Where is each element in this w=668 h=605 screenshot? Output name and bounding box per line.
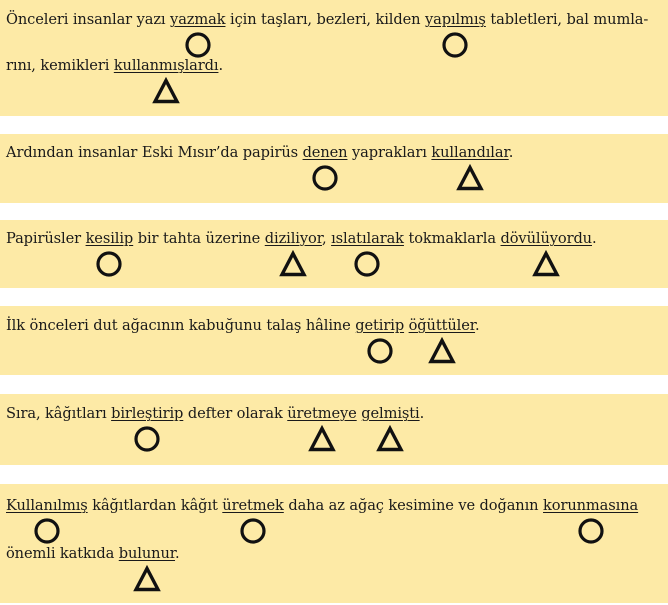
circle-icon [133,425,161,453]
triangle-icon [376,425,404,453]
underlined-word: birleştirip [111,405,184,422]
sentence-text: tabletleri, bal mumla- [485,11,649,28]
sentence-line [6,56,223,76]
sentence-line [6,316,480,336]
underlined-word: kesilip [85,230,134,247]
sentence-box-6 [0,484,668,603]
underlined-word: diziliyor [264,230,322,247]
sentence-box-3 [0,220,668,288]
circle-icon [33,517,61,545]
underlined-word: yapılmış [425,11,486,28]
underlined-word: yazmak [170,11,226,28]
sentence-box-1 [0,0,668,116]
sentence-text: rını, kemikleri [6,57,114,74]
underlined-word: gelmişti [361,405,420,422]
underlined-word: getirip [355,317,405,334]
sentence-text: . [475,317,480,334]
circle-icon [95,250,123,278]
sentence-box-5 [0,394,668,465]
circle-icon [353,250,381,278]
sentence-text: Sıra, kâğıtları [6,405,112,422]
triangle-icon [428,337,456,365]
sentence-text: Ardından insanlar Eski Mısır’da papirüs [6,144,303,161]
sentence-text: İlk önceleri dut ağacının kabuğunu talaş hâline [6,317,356,334]
underlined-word: üretmeye [287,405,357,422]
underlined-word: korunmasına [543,497,639,514]
sentence-text: Önceleri insanlar yazı [6,11,171,28]
sentence-line [6,143,513,163]
triangle-icon [456,164,484,192]
sentence-text: . [218,57,223,74]
circle-icon [366,337,394,365]
sentence-text: tokmaklarla [403,230,501,247]
triangle-icon [308,425,336,453]
sentence-text: Papirüsler [6,230,86,247]
sentence-text: defter olarak [183,405,288,422]
triangle-icon [152,77,180,105]
circle-icon [577,517,605,545]
circle-icon [239,517,267,545]
circle-icon [441,31,469,59]
triangle-icon [279,250,307,278]
sentence-text: kâğıtlardan kâğıt [87,497,223,514]
sentence-box-2 [0,134,668,203]
sentence-text: . [419,405,425,422]
sentence-line [6,544,180,564]
underlined-word: bulunur [118,545,176,562]
sentence-text: önemli katkıda [6,545,119,562]
sentence-text: . [592,230,597,247]
triangle-icon [133,565,161,593]
underlined-word: dövülüyordu [500,230,592,247]
circle-icon [311,164,339,192]
sentence-text: . [508,144,514,161]
sentence-line [6,10,648,30]
underlined-word: kullandılar [431,144,509,161]
sentence-text: bir tahta üzerine [133,230,265,247]
underlined-word: öğüttüler [408,317,476,334]
circle-icon [184,31,212,59]
sentence-text: , [321,230,332,247]
sentence-line [6,404,424,424]
sentence-text: daha az ağaç kesimine ve doğanın [283,497,544,514]
sentence-line [6,496,638,516]
underlined-word: denen [302,144,348,161]
sentence-line [6,229,597,249]
underlined-word: üretmek [222,497,284,514]
sentence-box-4 [0,306,668,375]
underlined-word: ıslatılarak [331,230,404,247]
sentence-text: yaprakları [347,144,432,161]
underlined-word: kullanmışlardı [113,57,219,74]
underlined-word: Kullanılmış [6,497,88,514]
triangle-icon [532,250,560,278]
sentence-text: için taşları, bezleri, kilden [225,11,425,28]
sentence-text: . [175,545,180,562]
